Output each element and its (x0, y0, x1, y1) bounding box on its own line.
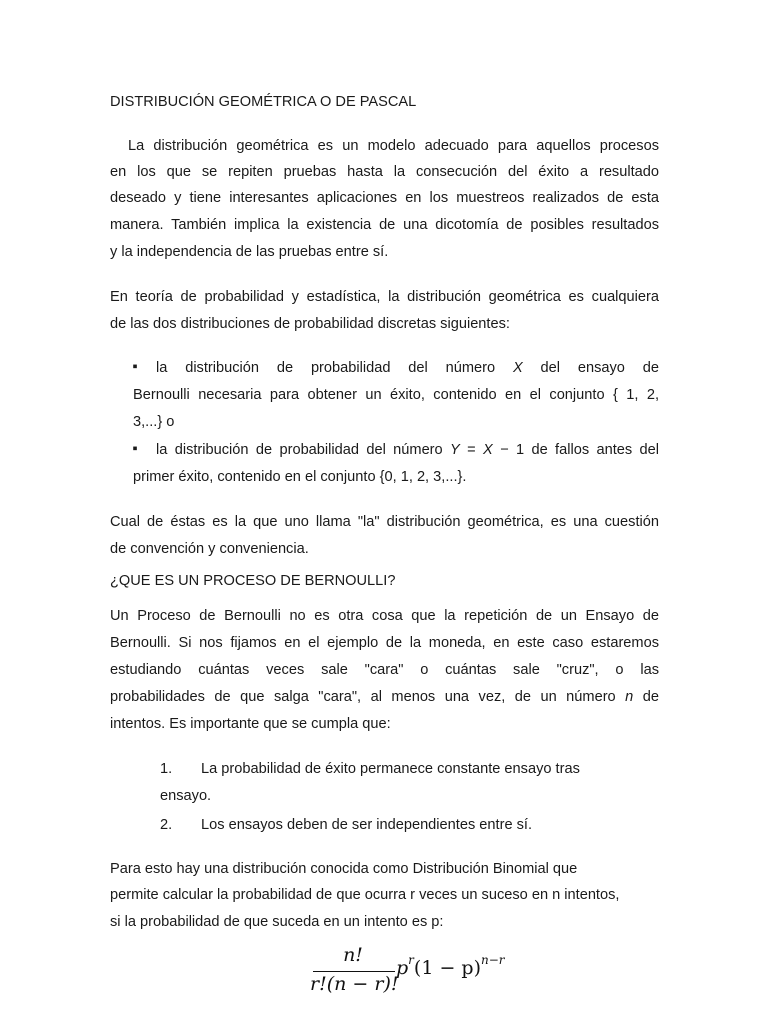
convention-line-2: de convención y conveniencia. (110, 541, 309, 557)
binomial-line-3: si la probabilidad de que suceda en un intento es p: (110, 914, 444, 930)
intro-line-4: manera. También implica la existencia de una dicotomía de posibles resultados (110, 217, 659, 233)
formula-p: p (396, 957, 409, 979)
intro-line-3: deseado y tiene interesantes aplicaciones en los muestreos realizados de esta (110, 190, 659, 206)
list-number-2: 2. (160, 817, 173, 833)
bernoulli-line-4: probabilidades de que salga "cara", al menos una vez, de un número n de (110, 689, 659, 705)
formula-numerator: n! (343, 944, 363, 966)
intro-line-1: La distribución geométrica es un modelo adecuado para aquellos procesos (128, 138, 659, 154)
bullet-marker: ▪ (132, 359, 138, 375)
bullet-2-line-1: la distribución de probabilidad del número Y = X − 1 de fallos antes del (156, 442, 660, 458)
binomial-formula (310, 940, 530, 1010)
bullet-1-line-2: Bernoulli necesaria para obtener un éxito, contenido en el conjunto { 1, 2, (133, 387, 659, 403)
bullet-1-line-1: la distribución de probabilidad del número X del ensayo de (156, 360, 659, 376)
definition-line-1: En teoría de probabilidad y estadística, la distribución geométrica es cualquiera (110, 289, 659, 305)
variable-y: Y (450, 442, 460, 458)
formula-one-minus-p: (1 − p) (413, 957, 481, 979)
condition-2-text: Los ensayos deben de ser independientes entre sí. (201, 817, 533, 833)
variable-n: n (625, 689, 634, 705)
formula-exponent-r: r (408, 952, 414, 967)
condition-1-text: La probabilidad de éxito permanece constante ensayo tras (201, 761, 580, 777)
condition-1-continuation: ensayo. (160, 788, 212, 804)
bernoulli-line-1: Un Proceso de Bernoulli no es otra cosa que la repetición de un Ensayo de (110, 608, 659, 624)
bernoulli-line-3: estudiando cuántas veces sale "cara" o cuántas sale "cruz", o las (110, 662, 659, 678)
section-heading-bernoulli: ¿QUE ES UN PROCESO DE BERNOULLI? (110, 573, 396, 589)
bullet-item-1 (0, 359, 768, 377)
bullet-2-line-2: primer éxito, contenido en el conjunto {0, 1, 2, 3,...}. (133, 469, 467, 485)
convention-line-1: Cual de éstas es la que uno llama "la" distribución geométrica, es una cuestión (110, 514, 659, 530)
list-number-1: 1. (160, 761, 173, 777)
binomial-line-1: Para esto hay una distribución conocida como Distribución Binomial que (110, 861, 578, 877)
formula-rest (396, 952, 505, 979)
bernoulli-line-5: intentos. Es importante que se cumpla que: (110, 716, 391, 732)
binomial-line-2: permite calcular la probabilidad de que ocurra r veces un suceso en n intentos, (110, 887, 620, 903)
fraction-bar (313, 971, 395, 972)
bullet-marker: ▪ (132, 441, 138, 457)
intro-line-2: en los que se repiten pruebas hasta la consecución del éxito a resultado (110, 164, 659, 180)
document-title: DISTRIBUCIÓN GEOMÉTRICA O DE PASCAL (110, 94, 417, 110)
formula-denominator: r!(n − r)! (310, 973, 399, 995)
bernoulli-line-2: Bernoulli. Si nos fijamos en el ejemplo de la moneda, en este caso estaremos (110, 635, 659, 651)
intro-line-5: y la independencia de las pruebas entre sí. (110, 244, 389, 260)
definition-line-2: de las dos distribuciones de probabilidad discretas siguientes: (110, 316, 510, 332)
formula-exponent-n-minus-r: n−r (481, 952, 505, 967)
bullet-1-line-3: 3,...} o (133, 414, 175, 430)
variable-x: X (483, 442, 493, 458)
bullet-item-2 (0, 441, 768, 459)
variable-x: X (512, 360, 523, 376)
